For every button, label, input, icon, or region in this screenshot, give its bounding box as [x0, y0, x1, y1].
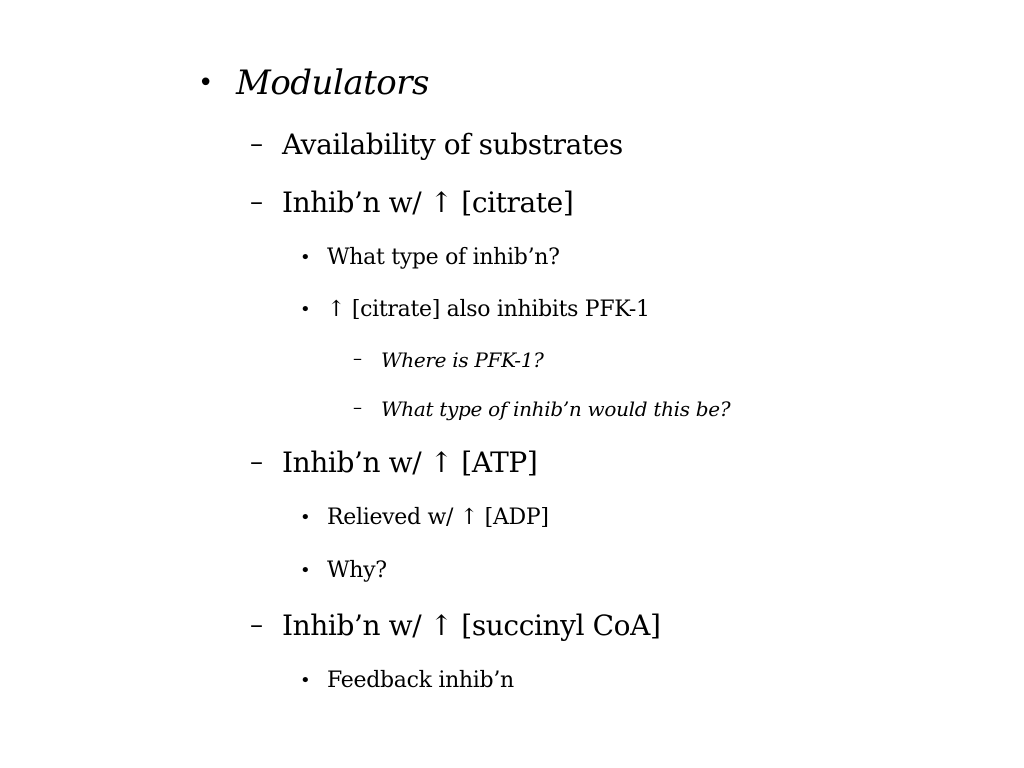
- item-citrate: Inhib’n w/ ↑ [citrate]: [282, 186, 574, 219]
- item-pfk-type: What type of inhib’n would this be?: [381, 397, 731, 421]
- dash-marker: –: [250, 610, 263, 640]
- dash-marker: –: [353, 348, 362, 369]
- item-availability: Availability of substrates: [282, 128, 623, 161]
- item-atp-why: Why?: [327, 558, 387, 583]
- item-succinyl-feedback: Feedback inhib’n: [327, 668, 514, 693]
- bullet-marker: •: [300, 247, 311, 268]
- heading-modulators: Modulators: [236, 63, 429, 103]
- bullet-marker: •: [198, 68, 214, 98]
- item-atp: Inhib’n w/ ↑ [ATP]: [282, 446, 538, 479]
- dash-marker: –: [353, 397, 362, 418]
- item-citrate-type: What type of inhib’n?: [327, 245, 560, 270]
- bullet-marker: •: [300, 507, 311, 528]
- item-atp-relieved: Relieved w/ ↑ [ADP]: [327, 505, 549, 530]
- bullet-marker: •: [300, 299, 311, 320]
- bullet-marker: •: [300, 560, 311, 581]
- item-pfk-where: Where is PFK-1?: [381, 348, 544, 372]
- dash-marker: –: [250, 129, 263, 159]
- dash-marker: –: [250, 447, 263, 477]
- item-succinyl: Inhib’n w/ ↑ [succinyl CoA]: [282, 609, 661, 642]
- dash-marker: –: [250, 187, 263, 217]
- bullet-marker: •: [300, 670, 311, 691]
- item-citrate-pfk: ↑ [citrate] also inhibits PFK-1: [327, 297, 650, 322]
